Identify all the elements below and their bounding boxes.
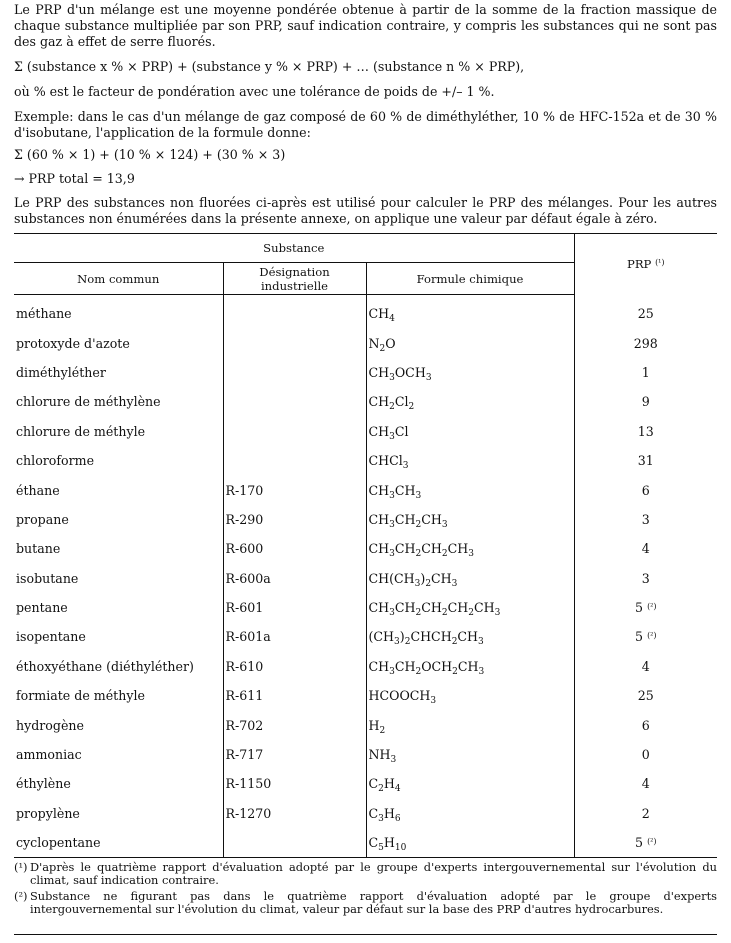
cell-formule: $CH_3CH_2CH_3$ [366, 505, 574, 534]
example-paragraph: Exemple: dans le cas d'un mélange de gaz composé de 60 % de diméthyléther, 10 % de HFC-152a et de 30 % d'isobutane, l'application de la formule donne: [14, 109, 717, 140]
cell-nom-commun: isopentane [14, 622, 223, 651]
cell-prp: 6 [641, 717, 650, 733]
cell-prp: 5 $^{(^2)}$ [635, 629, 657, 645]
cell-prp: 13 [637, 423, 654, 439]
cell-formule: CHCl$_3$ [366, 446, 574, 475]
cell-prp: 3 [641, 570, 650, 586]
cell-formule: $(CH_3)_2CHCH_2CH_3$ [366, 622, 574, 651]
cell-designation [223, 295, 366, 329]
cell-nom-commun: chlorure de méthyle [14, 417, 223, 446]
cell-prp: 4 [641, 541, 650, 557]
cell-formule: $HCOOCH_3$ [366, 681, 574, 710]
cell-nom-commun: éthylène [14, 769, 223, 798]
cell-designation [223, 417, 366, 446]
table-row [14, 417, 717, 446]
cell-prp: 5 $^{(^2)}$ [635, 600, 657, 616]
cell-formule: $CH(CH_3)_2CH_3$ [366, 564, 574, 593]
bottom-rule [14, 934, 717, 935]
header-prp-footnote-ref: (¹) [655, 258, 665, 268]
formula-line: Σ (substance x % × PRP) + (substance y % × PRP) + … (substance n % × PRP), [14, 59, 525, 74]
table-row [14, 740, 717, 769]
footnote-text: D'après le quatrième rapport d'évaluation adopté par le groupe d'experts intergouvernemental sur l'évolution du climat, sauf indication contraire. [30, 860, 717, 888]
cell-designation: R-601 [223, 593, 366, 622]
table-row [14, 387, 717, 416]
cell-prp: 0 [641, 747, 650, 763]
cell-prp: 4 [641, 776, 650, 792]
cell-nom-commun: chlorure de méthylène [14, 387, 223, 416]
cell-nom-commun: propane [14, 505, 223, 534]
example-sum-line: Σ (60 % × 1) + (10 % × 124) + (30 % × 3) [14, 147, 286, 162]
cell-formule: $CH_3CH_2OCH_2CH_3$ [366, 652, 574, 681]
footnotes [14, 861, 717, 916]
cell-designation: R-601a [223, 622, 366, 651]
cell-formule: $N_2O$ [366, 328, 574, 357]
table-row [14, 652, 717, 681]
cell-prp: 3 [641, 511, 650, 527]
table-row [14, 799, 717, 828]
cell-designation: R-600 [223, 534, 366, 563]
cell-formule: $CH_3CH_2CH_2CH_2CH_3$ [366, 593, 574, 622]
cell-nom-commun: méthane [14, 295, 223, 329]
cell-nom-commun: cyclopentane [14, 828, 223, 858]
cell-designation: R-170 [223, 475, 366, 504]
table-row [14, 828, 717, 858]
cell-designation [223, 358, 366, 387]
cell-formule: $CH_3CH_2CH_2CH_3$ [366, 534, 574, 563]
cell-nom-commun: éthoxyéthane (diéthyléther) [14, 652, 223, 681]
col-header-designation: Désignation industrielle [223, 263, 366, 295]
cell-formule: $CH_3Cl$ [366, 417, 574, 446]
cell-formule: $H_2$ [366, 710, 574, 739]
cell-designation: R-1150 [223, 769, 366, 798]
cell-nom-commun: formiate de méthyle [14, 681, 223, 710]
cell-nom-commun: ammoniac [14, 740, 223, 769]
header-substance: Substance [14, 234, 574, 263]
cell-prp: 4 [641, 658, 650, 674]
cell-prp: 31 [637, 453, 654, 469]
footnote [14, 861, 717, 887]
cell-prp: 6 [641, 482, 650, 498]
cell-formule: $NH_3$ [366, 740, 574, 769]
cell-designation [223, 328, 366, 357]
cell-prp: 25 [637, 688, 654, 704]
col-header-formule: Formule chimique [366, 263, 574, 295]
cell-designation [223, 387, 366, 416]
cell-formule: $CH_3OCH_3$ [366, 358, 574, 387]
cell-designation: R-717 [223, 740, 366, 769]
cell-formule: $C_3H_6$ [366, 799, 574, 828]
footnote-mark: (²) [14, 889, 28, 904]
weighting-note: où % est le facteur de pondération avec une tolérance de poids de +/– 1 %. [14, 84, 495, 99]
cell-nom-commun: chloroforme [14, 446, 223, 475]
table-body [14, 295, 717, 858]
cell-nom-commun: protoxyde d'azote [14, 328, 223, 357]
table-row [14, 505, 717, 534]
cell-prp: 298 [633, 335, 658, 351]
col-header-nom-commun: Nom commun [14, 263, 223, 295]
cell-designation: R-1270 [223, 799, 366, 828]
cell-prp: 5 $^{(^2)}$ [574, 828, 717, 858]
table-row [14, 358, 717, 387]
table-row [14, 534, 717, 563]
table-row [14, 593, 717, 622]
cell-designation: R-611 [223, 681, 366, 710]
cell-designation: R-610 [223, 652, 366, 681]
cell-formule: $C_2H_4$ [366, 769, 574, 798]
table-row [14, 475, 717, 504]
cell-nom-commun: hydrogène [14, 710, 223, 739]
cell-formule: $CH_2Cl_2$ [366, 387, 574, 416]
cell-nom-commun: pentane [14, 593, 223, 622]
cell-designation: R-290 [223, 505, 366, 534]
cell-prp: 9 [641, 394, 650, 410]
cell-designation [223, 828, 366, 858]
cell-nom-commun: butane [14, 534, 223, 563]
header-prp [574, 234, 717, 295]
table-row [14, 564, 717, 593]
cell-designation [223, 446, 366, 475]
document-page [14, 0, 717, 916]
table-row [14, 328, 717, 357]
non-fluorinated-paragraph: Le PRP des substances non fluorées ci-après est utilisé pour calculer le PRP des mélanges. Pour les autres substances non énumérées dans la présente annexe, on applique une valeur par défaut égale à zéro. [14, 195, 717, 226]
footnote-text: Substance ne figurant pas dans le quatrième rapport d'évaluation adopté par le groupe d'experts intergouvernemental sur l'évolution du climat, valeur par défaut sur la base des PRP d'autres hydrocarbures. [30, 889, 717, 917]
table-row [14, 622, 717, 651]
example-total-line: → PRP total = 13,9 [14, 171, 135, 186]
cell-nom-commun: isobutane [14, 564, 223, 593]
cell-formule: $C_5H_{10}$ [366, 828, 574, 858]
cell-prp: 1 [641, 364, 650, 380]
cell-formule: $CH_4$ [366, 295, 574, 329]
table-row [14, 710, 717, 739]
cell-designation: R-600a [223, 564, 366, 593]
cell-nom-commun: éthane [14, 475, 223, 504]
table-row [14, 681, 717, 710]
cell-formule: $CH_3CH_3$ [366, 475, 574, 504]
cell-prp: 25 [637, 305, 654, 321]
cell-designation: R-702 [223, 710, 366, 739]
table-row [14, 446, 717, 475]
footnote-mark: (¹) [14, 860, 28, 875]
table-row [14, 295, 717, 329]
cell-prp: 2 [641, 805, 650, 821]
header-prp-label: PRP [627, 257, 652, 272]
footnote [14, 890, 717, 916]
intro-paragraph: Le PRP d'un mélange est une moyenne pondérée obtenue à partir de la somme de la fraction massique de chaque substance multipliée par son PRP, sauf indication contraire, y compris les substances qui ne sont pas des gaz à effet de serre fluorés. [14, 2, 717, 49]
cell-nom-commun: diméthyléther [14, 358, 223, 387]
cell-nom-commun: propylène [14, 799, 223, 828]
table-row [14, 769, 717, 798]
gwp-table [14, 233, 717, 858]
